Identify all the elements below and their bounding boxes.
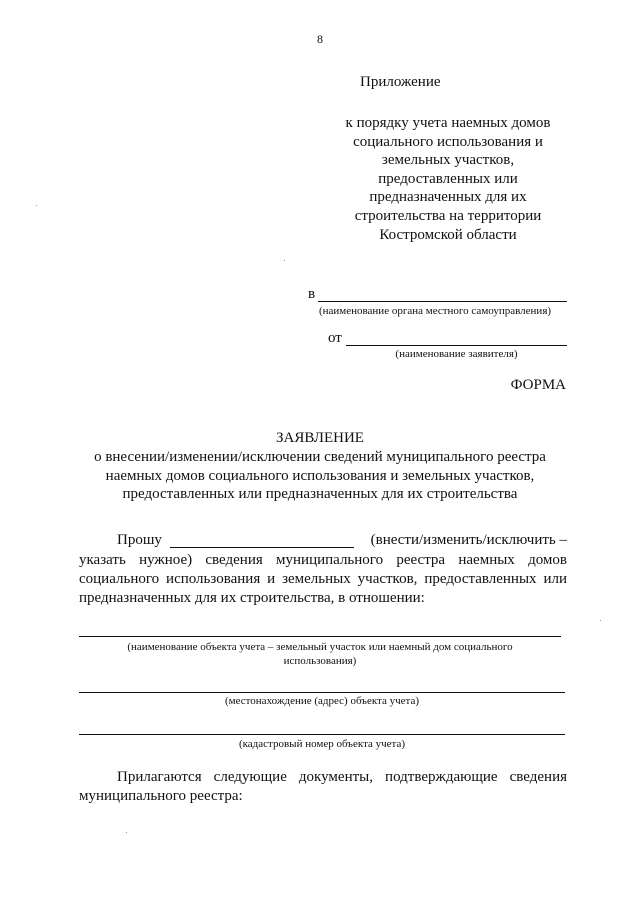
cadastral-number-caption: (кадастровый номер объекта учета) (238, 738, 406, 750)
appendix-text (332, 114, 564, 244)
appendix-line: строительства на территории (354, 207, 542, 224)
request-action-field[interactable] (170, 547, 354, 548)
from-applicant-caption: (наименование заявителя) (395, 348, 518, 360)
statement-subtitle (60, 448, 580, 504)
subtitle-line: наемных домов социального использования и земельных участков, (105, 467, 535, 484)
scan-speck (284, 260, 285, 261)
object-address-field[interactable] (79, 692, 565, 693)
caption-line: (наименование объекта учета – земельный участок или наемный дом социального (127, 641, 513, 653)
request-word: Прошу (117, 532, 162, 548)
appendix-line: к порядку учета наемных домов (345, 115, 551, 131)
request-options: (внести/изменить/исключить – (370, 532, 567, 548)
appendix-line: предназначенных для их (369, 189, 527, 206)
subtitle-line: о внесении/изменении/исключении сведений муниципального реестра (94, 449, 546, 465)
from-prefix: от (328, 330, 342, 346)
request-line: предназначенных для их строительства, в отношении: (79, 590, 425, 606)
appendix-title: Приложение (360, 74, 441, 90)
attachments-line: Прилагаются следующие документы, подтверждающие сведения (117, 769, 567, 785)
cadastral-number-field[interactable] (79, 734, 565, 735)
to-authority-field[interactable] (318, 301, 567, 302)
appendix-line: земельных участков, (381, 152, 515, 169)
scan-speck (600, 620, 601, 621)
object-name-caption (79, 640, 561, 668)
attachments-line: муниципального реестра: (79, 788, 243, 804)
to-authority-caption: (наименование органа местного самоуправления) (318, 305, 552, 317)
object-name-field[interactable] (79, 636, 561, 637)
statement-title: ЗАЯВЛЕНИЕ (276, 430, 364, 446)
caption-line: использования) (283, 655, 357, 667)
attachments-text (79, 768, 567, 806)
to-prefix: в (308, 286, 316, 302)
object-address-caption: (местонахождение (адрес) объекта учета) (224, 695, 420, 707)
from-applicant-field[interactable] (346, 345, 567, 346)
subtitle-line: предоставленных или предназначенных для их строительства (122, 486, 518, 503)
appendix-line: Костромской области (379, 226, 517, 243)
request-line: указать нужное) сведения муниципального реестра наемных домов (79, 552, 567, 568)
request-text (79, 551, 567, 608)
page-number: 8 (317, 32, 323, 46)
appendix-line: социального использования и (353, 133, 543, 150)
scan-speck (36, 205, 37, 206)
scan-speck (126, 832, 127, 833)
request-line: социального использования и земельных участков, предоставленных или (79, 571, 567, 587)
form-label: ФОРМА (510, 377, 566, 393)
appendix-line: предоставленных или (378, 170, 518, 187)
